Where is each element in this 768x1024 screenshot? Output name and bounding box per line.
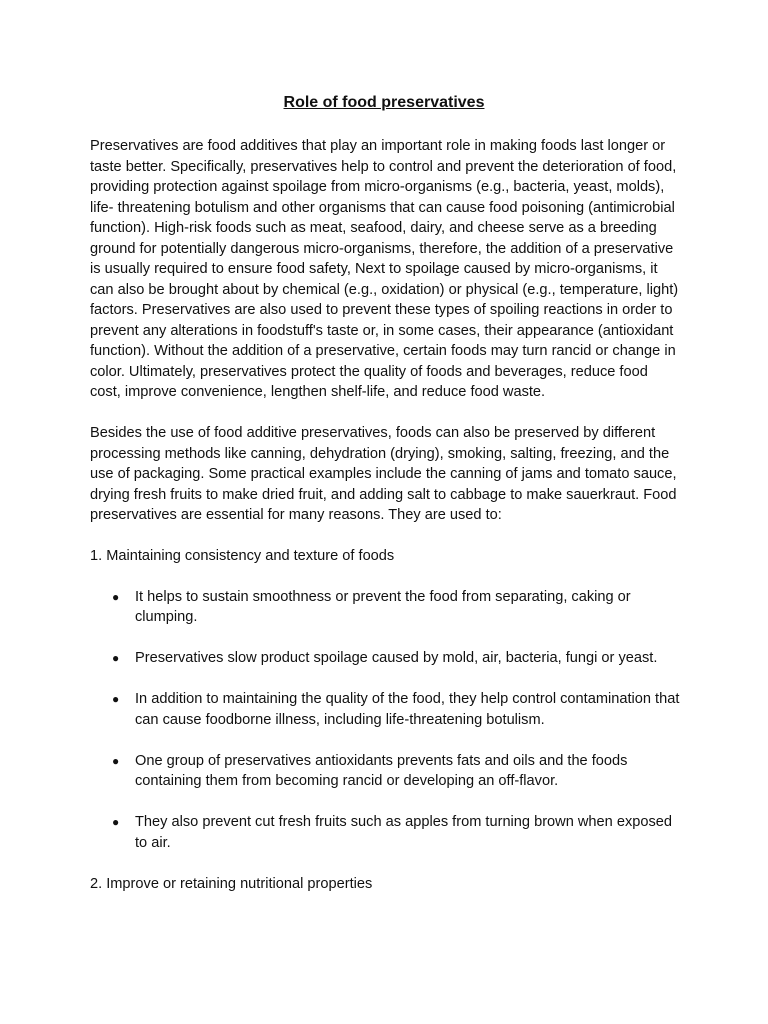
document-title: Role of food preservatives (283, 94, 485, 111)
list-item-text: Preservatives slow product spoilage caused by mold, air, bacteria, fungi or yeast. (135, 650, 658, 666)
list-item (90, 812, 682, 853)
section-2-heading: 2. Improve or retaining nutritional properties (90, 875, 373, 892)
bullet-icon: ● (112, 589, 120, 604)
list-item (90, 648, 682, 669)
bullet-icon: ● (112, 651, 120, 665)
list-item (90, 689, 682, 730)
processing-paragraph: Besides the use of food additive preservatives, foods can also be preserved by different processing methods like canning, dehydration (drying), smoking, salting, freezing, and the use of packaging. Some practical examples include the canning of jams and tomato sauce, drying fresh fruits to make dried fruit, and adding salt to cabbage to make sauerkraut. Food preservatives are essential for many reasons. They are used to: (90, 425, 677, 523)
list-item-text: It helps to sustain smoothness or prevent the food from separating, caking or clumping. (135, 588, 631, 625)
list-item-text: In addition to maintaining the quality of the food, they help control contamination that can cause foodborne illness, including life-threatening botulism. (135, 691, 680, 728)
list-item-text: They also prevent cut fresh fruits such as apples from turning brown when exposed to air. (135, 814, 673, 851)
bullet-icon: ● (112, 815, 120, 829)
list-item (90, 587, 682, 628)
document-body (90, 136, 682, 914)
list-item (90, 751, 682, 792)
section-1-heading: 1. Maintaining consistency and texture of foods (90, 548, 395, 564)
section-1-bullet-list (90, 587, 682, 854)
bullet-icon: ● (112, 753, 120, 768)
intro-paragraph: Preservatives are food additives that play an important role in making foods last longer or taste better. Specifically, preservatives help to control and prevent the deterioration of food, providing protection against spoilage from micro-organisms (e.g., bacteria, yeast, molds), life- threatening botulism and other organisms that can cause food poisoning (antimicrobial function). High-risk foods such as meat, seafood, dairy, and cheese serve as a breeding ground for potentially dangerous micro-organisms, therefore, the addition of a preservative is usually required to ensure food safety, Next to spoilage caused by micro-organisms, it can also be brought about by chemical (e.g., oxidation) or physical (e.g., temperature, light) factors. Preservatives are also used to prevent these types of spoiling reactions in order to prevent any alterations in foodstuff's taste or, in some cases, their appearance (antioxidant function). Without the addition of a preservative, certain foods may turn rancid or change in color. Ultimately, preservatives protect the quality of foods and beverages, reduce food cost, improve convenience, lengthen shelf-life, and reduce food waste. (90, 138, 679, 400)
list-item-text: One group of preservatives antioxidants prevents fats and oils and the foods containing them from becoming rancid or developing an off-flavor. (135, 752, 628, 789)
bullet-icon: ● (112, 692, 120, 706)
